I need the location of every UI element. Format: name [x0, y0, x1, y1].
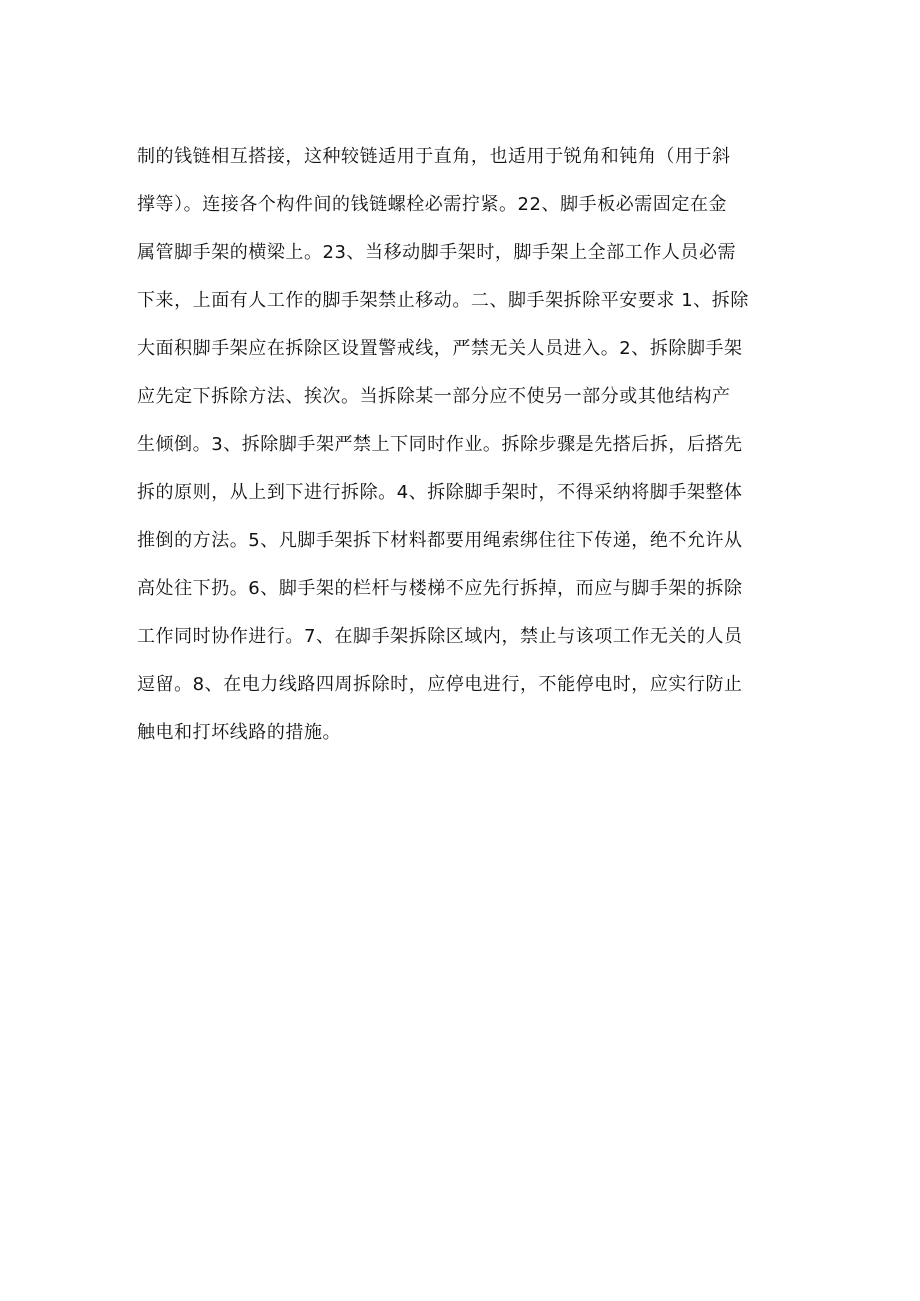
text-line: 制的钱链相互搭接，这种较链适用于直角，也适用于锐角和钝角（用于斜 [137, 146, 731, 167]
text-line: 下来，上面有人工作的脚手架禁止移动。二、脚手架拆除平安要求 1、拆除 [137, 290, 749, 311]
text-line: 拆的原则，从上到下进行拆除。4、拆除脚手架时，不得采纳将脚手架整体 [137, 482, 743, 503]
text-line: 推倒的方法。5、凡脚手架拆下材料都要用绳索绑住往下传递，绝不允许从 [137, 530, 743, 551]
text-line: 撑等）。连接各个构件间的钱链螺栓必需拧紧。22、脚手板必需固定在金 [137, 194, 728, 215]
text-line: 应先定下拆除方法、挨次。当拆除某一部分应不使另一部分或其他结构产 [137, 386, 731, 407]
text-line: 属管脚手架的横梁上。23、当移动脚手架时，脚手架上全部工作人员必需 [137, 242, 737, 263]
text-line: 工作同时协作进行。7、在脚手架拆除区域内，禁止与该项工作无关的人员 [137, 626, 743, 647]
text-line: 生倾倒。3、拆除脚手架严禁上下同时作业。拆除步骤是先搭后拆，后搭先 [137, 434, 743, 455]
text-line: 触电和打坏线路的措施。 [137, 722, 342, 743]
text-line: 高处往下扔。6、脚手架的栏杆与楼梯不应先行拆掉，而应与脚手架的拆除 [137, 578, 743, 599]
text-line: 大面积脚手架应在拆除区设置警戒线，严禁无关人员进入。2、拆除脚手架 [137, 338, 743, 359]
text-line: 逗留。8、在电力线路四周拆除时，应停电进行，不能停电时，应实行防止 [137, 674, 743, 695]
body-text [137, 133, 797, 757]
